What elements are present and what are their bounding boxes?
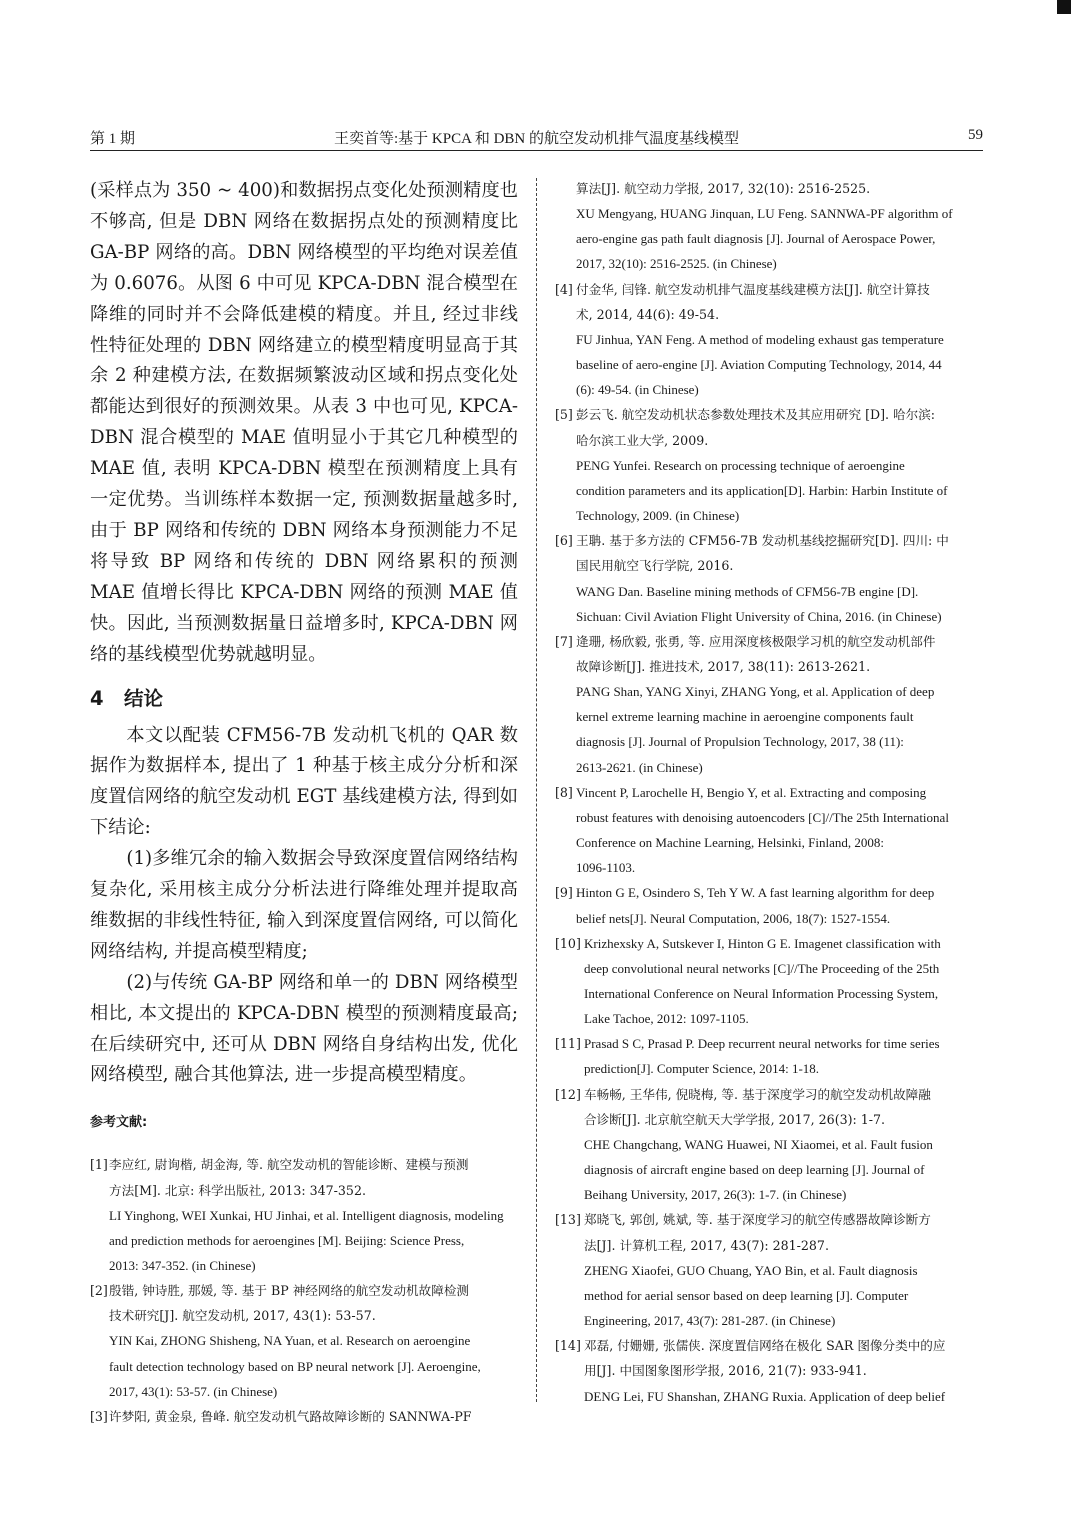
column-divider (536, 178, 537, 1402)
reference-line: diagnosis [J]. Journal of Propulsion Technology, 2017, 38 (11): (576, 734, 904, 750)
reference-item (555, 1207, 985, 1333)
reference-line: aero-engine gas path fault diagnosis [J]. Journal of Aerospace Power, (576, 231, 936, 247)
reference-line: FU Jinhua, YAN Feng. A method of modeling exhaust gas temperature (576, 331, 944, 347)
reference-line: 许梦阳, 黄金泉, 鲁峰. 航空发动机气路故障诊断的 SANNWA-PF (109, 1408, 472, 1424)
reference-line: ZHENG Xiaofei, GUO Chuang, YAO Bin, et al. Fault diagnosis (584, 1262, 918, 1278)
reference-number: [3] (90, 1408, 108, 1424)
reference-number: [7] (555, 633, 573, 649)
corner-mark (1057, 0, 1071, 14)
reference-line: 车畅畅, 王华伟, 倪晓梅, 等. 基于深度学习的航空发动机故障融 (584, 1086, 931, 1102)
reference-line: Krizhexsky A, Sutskever I, Hinton G E. Imagenet classification with (584, 935, 941, 951)
reference-line: International Conference on Neural Information Processing System, (584, 986, 939, 1001)
reference-item (555, 277, 985, 403)
reference-item (555, 1031, 985, 1081)
reference-line: 算法[J]. 航空动力学报, 2017, 32(10): 2516-2525. (576, 181, 871, 196)
reference-line: 技术研究[J]. 航空发动机, 2017, 43(1): 53-57. (109, 1308, 376, 1324)
reference-line: Hinton G E, Osindero S, Teh Y W. A fast learning algorithm for deep (576, 885, 935, 901)
reference-line: belief nets[J]. Neural Computation, 2006, 18(7): 1527-1554. (576, 910, 891, 926)
reference-item (555, 176, 985, 277)
reference-item (90, 1278, 518, 1404)
reference-line: 术, 2014, 44(6): 49-54. (576, 306, 720, 322)
reference-line: 合诊断[J]. 北京航空航天大学学报, 2017, 26(3): 1-7. (584, 1111, 886, 1127)
reference-line: Engineering, 2017, 43(7): 281-287. (in Chinese) (584, 1313, 836, 1329)
reference-line: 1096-1103. (576, 860, 636, 876)
reference-line: Lake Tachoe, 2012: 1097-1105. (584, 1011, 749, 1027)
body-paragraph: (采样点为 350 ~ 400)和数据拐点变化处预测精度也不够高, 但是 DBN 网络在数据拐点处的预测精度比 GA-BP 网络的高。DBN 网络模型的平均绝对误差值为 0.6076。从图 6 中可见 KPCA-DBN 混合模型在降维的同时并不会降低建模的精度。并且, 经过非线性特征处理的 DBN 网络建立的模型精度明显高于其余 2 种建模方法, 在数据频繁波动区域和拐点变化处都能达到很好的预测效果。从表 3 中也可见, KPCA-DBN 混合模型的 MAE 值明显小于其它几种模型的 MAE 值, 表明 KPCA-DBN 模型在预测精度上具有一定优势。当训练样本数据一定, 预测数据量越多时, 由于 BP 网络和传统的 DBN 网络本身预测能力不足将导致 BP 网络和传统的 DBN 网络累积的预测 MAE 值增长得比 KPCA-DBN 网络的预测 MAE 值快。因此, 当预测数据量日益增多时, KPCA-DBN 网络的基线模型优势就越明显。 (90, 180, 518, 665)
reference-line: Sichuan: Civil Aviation Flight University of China, 2016. (in Chinese) (576, 608, 942, 624)
reference-number: [11] (555, 1036, 581, 1052)
reference-line: 2613-2621. (in Chinese) (576, 759, 703, 775)
reference-line: (6): 49-54. (in Chinese) (576, 382, 699, 398)
reference-number: [9] (555, 885, 573, 901)
reference-line: and prediction methods for aeroengines [M]. Beijing: Science Press, (109, 1232, 465, 1248)
page-number: 59 (968, 127, 983, 143)
reference-line: 2017, 43(1): 53-57. (in Chinese) (109, 1383, 278, 1399)
reference-line: LI Yinghong, WEI Xunkai, HU Jinhai, et al. Intelligent diagnosis, modeling (109, 1207, 504, 1223)
reference-line: Technology, 2009. (in Chinese) (576, 508, 740, 524)
issue-label: 第 1 期 (90, 131, 136, 147)
reference-line: 2017, 32(10): 2516-2525. (in Chinese) (576, 256, 777, 272)
reference-line: 国民用航空飞行学院, 2016. (576, 558, 734, 574)
reference-line: DENG Lei, FU Shanshan, ZHANG Ruxia. Application of deep belief (584, 1388, 946, 1404)
reference-item (555, 629, 985, 780)
reference-number: [14] (555, 1338, 581, 1354)
reference-line: condition parameters and its application[D]. Harbin: Harbin Institute of (576, 482, 948, 498)
reference-line: Prasad S C, Prasad P. Deep recurrent neural networks for time series (584, 1036, 940, 1052)
reference-line: 用[J]. 中国图象图形学报, 2016, 21(7): 933-941. (584, 1363, 867, 1379)
reference-item (90, 1152, 518, 1278)
reference-number: [13] (555, 1212, 581, 1228)
conclusion-item: (1)多维冗余的输入数据会导致深度置信网络结构复杂化, 采用核主成分分析法进行降维处理并提取高维数据的非线性特征, 输入到深度置信网络, 可以简化网络结构, 并提高模型精度; (90, 848, 518, 962)
reference-number: [5] (555, 407, 573, 423)
running-header (90, 124, 983, 151)
reference-line: 付金华, 闫锋. 航空发动机排气温度基线建模方法[J]. 航空计算技 (576, 281, 930, 297)
reference-line: 郑晓飞, 郭创, 姚斌, 等. 基于深度学习的航空传感器故障诊断方 (584, 1212, 931, 1228)
section-heading (90, 683, 518, 713)
reference-line: 法[J]. 计算机工程, 2017, 43(7): 281-287. (584, 1237, 829, 1253)
reference-line: WANG Dan. Baseline mining methods of CFM56-7B engine [D]. (576, 583, 919, 599)
reference-number: [4] (555, 281, 573, 297)
references-heading: 参考文献: (90, 1115, 148, 1131)
reference-line: 逄珊, 杨欣毅, 张勇, 等. 应用深度核极限学习机的航空发动机部件 (576, 633, 936, 649)
reference-item (555, 780, 985, 881)
reference-line: baseline of aero-engine [J]. Aviation Computing Technology, 2014, 44 (576, 357, 942, 373)
reference-line: 故障诊断[J]. 推进技术, 2017, 38(11): 2613-2621. (576, 658, 871, 674)
reference-line: prediction[J]. Computer Science, 2014: 1-18. (584, 1061, 820, 1077)
section-title: 结论 (124, 686, 164, 710)
reference-number: [8] (555, 784, 573, 800)
reference-line: 殷锴, 钟诗胜, 那媛, 等. 基于 BP 神经网络的航空发动机故障检测 (109, 1283, 470, 1299)
reference-line: method for aerial sensor based on deep learning [J]. Computer (584, 1287, 909, 1303)
reference-item (555, 1082, 985, 1208)
reference-line: PANG Shan, YANG Xinyi, ZHANG Yong, et al. Application of deep (576, 684, 935, 700)
reference-line: 李应红, 尉询楷, 胡金海, 等. 航空发动机的智能诊断、建模与预测 (109, 1157, 469, 1173)
reference-line: Beihang University, 2017, 26(3): 1-7. (in Chinese) (584, 1187, 847, 1203)
reference-item (555, 402, 985, 528)
right-column (555, 176, 985, 1409)
reference-line: PENG Yunfei. Research on processing technique of aeroengine (576, 457, 905, 473)
reference-number: [12] (555, 1086, 581, 1102)
reference-item (90, 1404, 518, 1429)
reference-item (555, 931, 985, 1032)
reference-line: 哈尔滨工业大学, 2009. (576, 432, 709, 448)
reference-number: [6] (555, 533, 573, 549)
reference-line: deep convolutional neural networks [C]//The Proceeding of the 25th (584, 960, 940, 976)
reference-line: fault detection technology based on BP neural network [J]. Aeroengine, (109, 1358, 481, 1374)
reference-line: robust features with denoising autoencoders [C]//The 25th International (576, 809, 949, 825)
reference-line: XU Mengyang, HUANG Jinquan, LU Feng. SANNWA-PF algorithm of (576, 206, 953, 222)
section-number: 4 (90, 686, 104, 710)
reference-line: 彭云飞. 航空发动机状态参数处理技术及其应用研究 [D]. 哈尔滨: (576, 407, 936, 423)
reference-line: Vincent P, Larochelle H, Bengio Y, et al. Extracting and composing (576, 784, 927, 800)
reference-number: [10] (555, 935, 581, 951)
reference-number: [1] (90, 1157, 108, 1173)
reference-list-left (90, 1152, 518, 1429)
reference-item (555, 1333, 985, 1408)
reference-line: YIN Kai, ZHONG Shisheng, NA Yuan, et al. Research on aeroengine (109, 1333, 471, 1349)
reference-item (555, 880, 985, 930)
reference-line: 王聃. 基于多方法的 CFM56-7B 发动机基线挖掘研究[D]. 四川: 中 (576, 533, 949, 549)
reference-line: 2013: 347-352. (in Chinese) (109, 1258, 256, 1273)
reference-line: kernel extreme learning machine in aeroengine components fault (576, 709, 914, 725)
reference-line: Conference on Machine Learning, Helsinki, Finland, 2008: (576, 835, 884, 851)
body-paragraph: 本文以配装 CFM56-7B 发动机飞机的 QAR 数据作为数据样本, 提出了 1 种基于核主成分分析和深度置信网络的航空发动机 EGT 基线建模方法, 得到如下结论: (90, 724, 518, 839)
reference-item (555, 528, 985, 629)
reference-line: 邓磊, 付姗姗, 张儒侠. 深度置信网络在极化 SAR 图像分类中的应 (584, 1338, 946, 1354)
running-title: 王奕首等:基于 KPCA 和 DBN 的航空发动机排气温度基线模型 (333, 131, 740, 147)
reference-number: [2] (90, 1283, 108, 1299)
reference-line: CHE Changchang, WANG Huawei, NI Xiaomei, et al. Fault fusion (584, 1136, 933, 1152)
reference-list-right (555, 176, 985, 1409)
conclusion-item: (2)与传统 GA-BP 网络和单一的 DBN 网络模型相比, 本文提出的 KPCA-DBN 模型的预测精度最高; 在后续研究中, 还可从 DBN 网络自身结构出发, 优化网络模型, 融合其他算法, 进一步提高模型精度。 (90, 971, 518, 1086)
reference-line: 方法[M]. 北京: 科学出版社, 2013: 347-352. (109, 1182, 366, 1198)
reference-line: diagnosis of aircraft engine based on deep learning [J]. Journal of (584, 1162, 925, 1178)
left-column (90, 176, 518, 1429)
